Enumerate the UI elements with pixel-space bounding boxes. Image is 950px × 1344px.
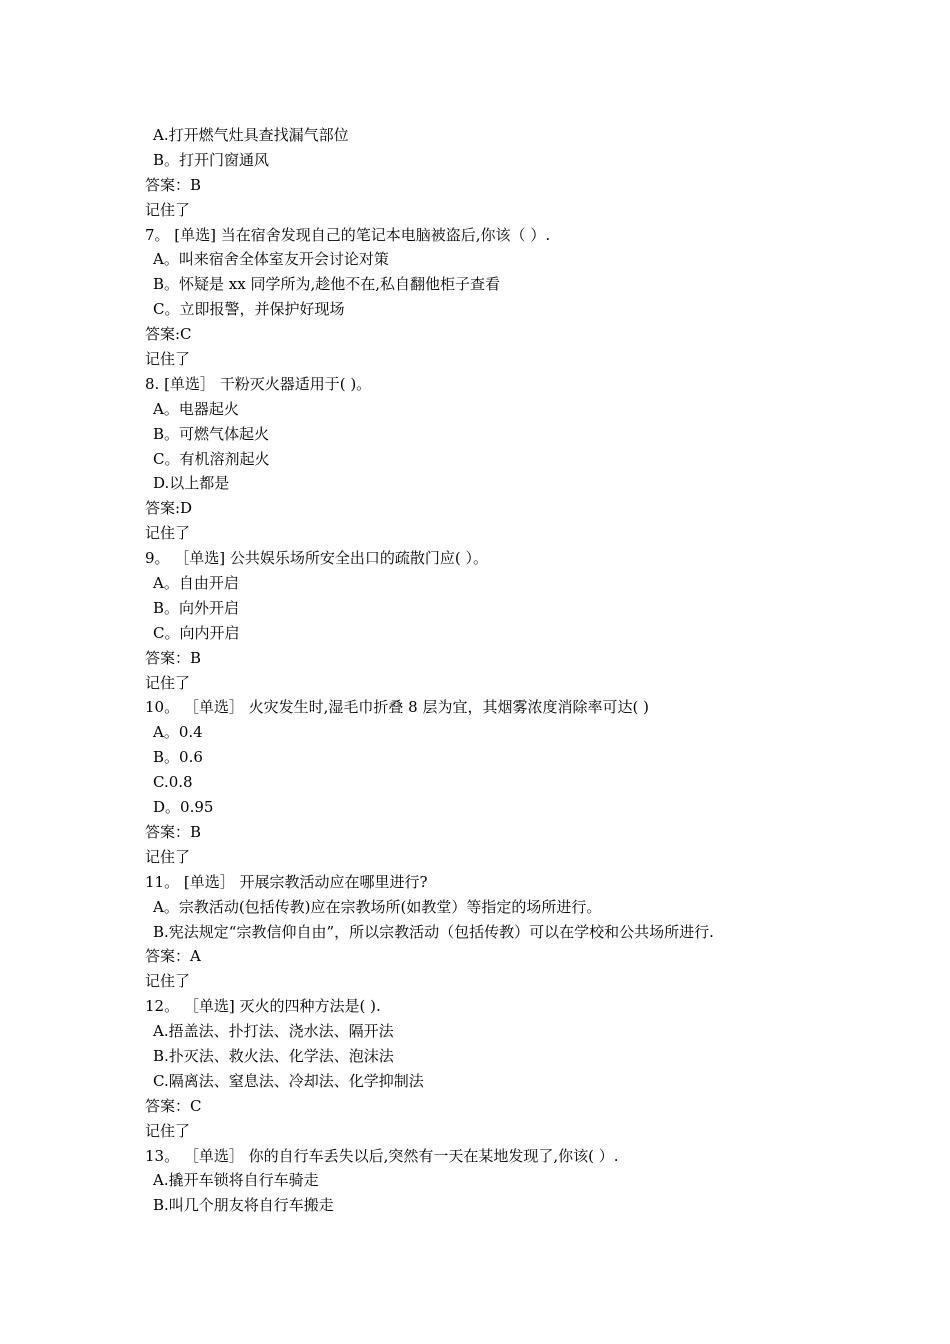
option-line: C。有机溶剂起火: [153, 449, 270, 468]
document-page: [0, 123, 950, 1218]
option-line: A.捂盖法、扑打法、浇水法、隔开法: [153, 1022, 394, 1041]
option-line: C。向内开启: [153, 623, 240, 642]
remember-line: 记住了: [145, 847, 191, 866]
option-line: A。叫来宿舍全体室友开会讨论对策: [153, 250, 389, 269]
answer-line: 答案:C: [145, 325, 192, 344]
option-line: D。0.95: [153, 798, 214, 817]
option-line: C.隔离法、窒息法、冷却法、化学抑制法: [153, 1071, 424, 1090]
option-line: B.扑灭法、救火法、化学法、泡沫法: [153, 1046, 394, 1065]
question-line: 13。 ［单选］ 你的自行车丢失以后,突然有一天在某地发现了,你该( ）.: [145, 1146, 619, 1165]
answer-line: 答案：C: [145, 1096, 202, 1115]
answer-line: 答案：B: [145, 175, 202, 194]
option-line: A。电器起火: [153, 399, 239, 418]
answer-line: 答案：A: [145, 947, 201, 966]
answer-line: 答案：B: [145, 648, 202, 667]
question-line: 10。 ［单选］ 火灾发生时,湿毛巾折叠 8 层为宜，其烟雾浓度消除率可达( ): [145, 698, 649, 717]
option-line: B.叫几个朋友将自行车搬走: [153, 1196, 334, 1215]
question-line: 9。 ［单选] 公共娱乐场所安全出口的疏散门应( ）。: [145, 549, 489, 568]
option-line: B。0.6: [153, 748, 203, 767]
question-line: 12。 ［单选] 灭火的四种方法是( ).: [145, 997, 381, 1016]
answer-line: 答案:D: [145, 499, 193, 518]
option-line: C.0.8: [153, 773, 193, 792]
option-line: B。打开门窗通风: [153, 150, 270, 169]
option-line: B。怀疑是 xx 同学所为,趁他不在,私自翻他柜子查看: [153, 275, 501, 294]
option-line: B。可燃气体起火: [153, 424, 270, 443]
option-line: A.撬开车锁将自行车骑走: [153, 1171, 319, 1190]
option-line: C。立即报警，并保护好现场: [153, 300, 345, 319]
remember-line: 记住了: [145, 350, 191, 369]
option-line: A.打开燃气灶具查找漏气部位: [153, 126, 349, 144]
option-line: B.宪法规定“宗教信仰自由”，所以宗教活动（包括传教）可以在学校和公共场所进行.: [153, 922, 714, 941]
option-line: A。0.4: [153, 723, 203, 742]
remember-line: 记住了: [145, 1121, 191, 1140]
question-line: 11。 [单选］ 开展宗教活动应在哪里进行?: [145, 872, 428, 891]
remember-line: 记住了: [145, 673, 191, 692]
remember-line: 记住了: [145, 200, 191, 219]
option-line: B。向外开启: [153, 598, 240, 617]
answer-line: 答案：B: [145, 822, 202, 841]
option-line: A。宗教活动(包括传教)应在宗教场所(如教堂）等指定的场所进行。: [153, 897, 602, 916]
option-line: A。自由开启: [153, 574, 239, 593]
question-line: 8. [单选］ 干粉灭火器适用于( )。: [145, 374, 372, 393]
option-line: D.以上都是: [153, 474, 230, 493]
remember-line: 记住了: [145, 524, 191, 543]
remember-line: 记住了: [145, 972, 191, 991]
question-line: 7。 [单选] 当在宿舍发现自己的笔记本电脑被盗后,你该（ ）.: [145, 225, 551, 244]
